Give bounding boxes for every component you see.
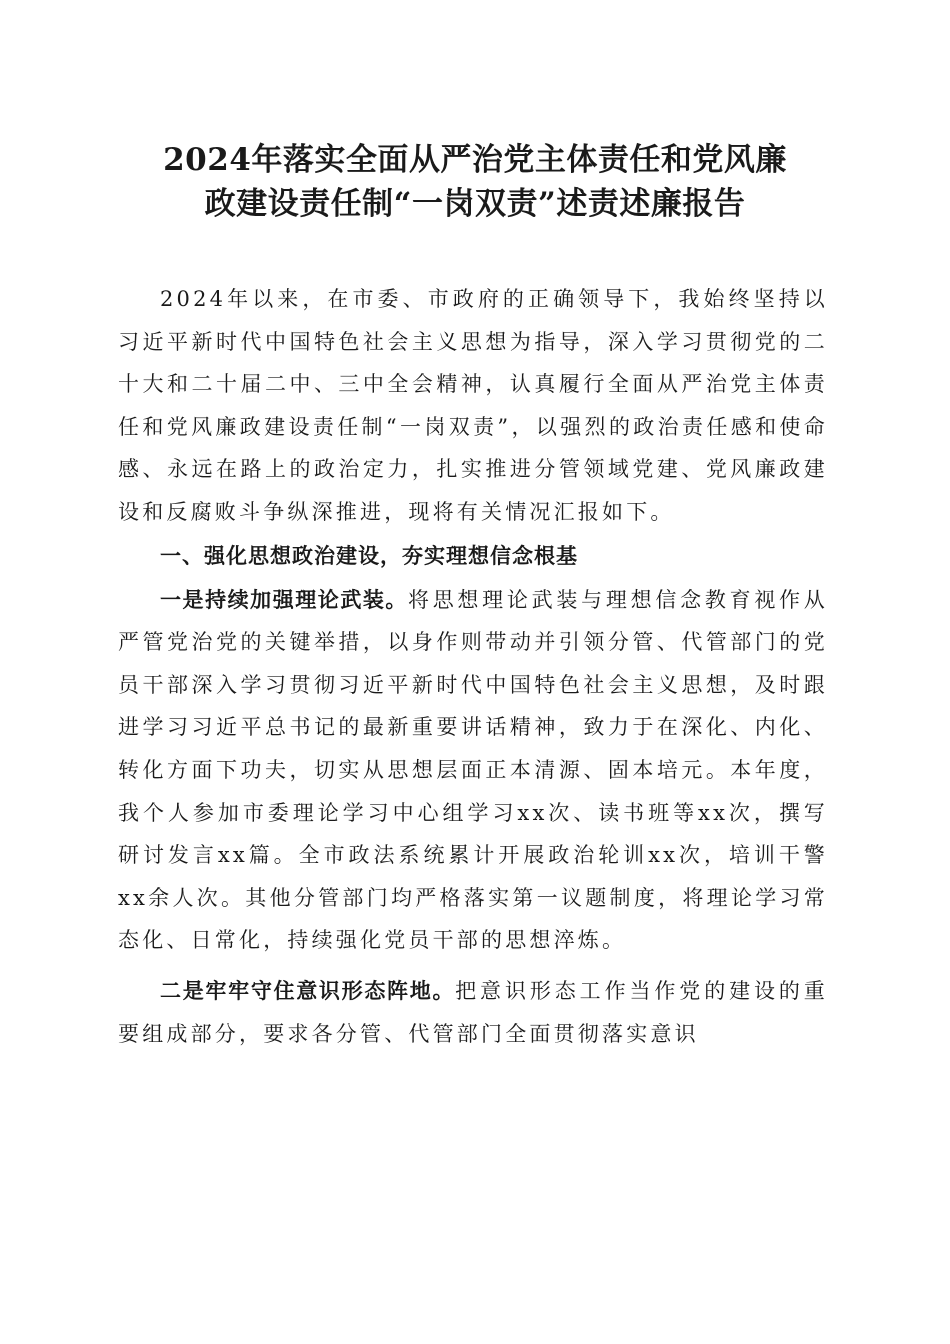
point-1-lead: 一是持续加强理论武装。 <box>160 587 408 612</box>
paragraph-gap <box>118 962 828 970</box>
point-2-paragraph <box>118 970 828 1055</box>
title-line-2: 政建设责任制“一岗双责”述责述廉报告 <box>204 186 746 222</box>
section-heading-1: 一、强化思想政治建设，夯实理想信念根基 <box>160 543 578 568</box>
point-2-lead: 二是牢牢守住意识形态阵地。 <box>160 978 456 1003</box>
point-2-text: 把意识形态工作当作党的建设的重要组成部分，要求各分管、代管部门全面贯彻落实意识 <box>118 978 829 1046</box>
intro-paragraph: 2024年以来，在市委、市政府的正确领导下，我始终坚持以习近平新时代中国特色社会主义思想为指导，深入学习贯彻党的二十大和二十届二中、三中全会精神，认真履行全面从严治党主体责任和党风廉政建设责任制“一岗双责”，以强烈的政治责任感和使命感、永远在路上的政治定力，扎实推进分管领域党建、党风廉政建设和反腐败斗争纵深推进，现将有关情况汇报如下。 <box>118 287 828 524</box>
title-line-1: 2024年落实全面从严治党主体责任和党风廉 <box>163 142 787 178</box>
point-1-text: 将思想理论武装与理想信念教育视作从严管党治党的关键举措，以身作则带动并引领分管、代管部门的党员干部深入学习贯彻习近平新时代中国特色社会主义思想，及时跟进学习习近平总书记的最新重要讲话精神，致力于在深化、内化、转化方面下功夫，切实从思想层面正本清源、固本培元。本年度，我个人参加市委理论学习中心组学习xx次、读书班等xx次，撰写研讨发言xx篇。全市政法系统累计开展政治轮训xx次，培训干警xx余人次。其他分管部门均严格落实第一议题制度，将理论学习常态化、日常化，持续强化党员干部的思想淬炼。 <box>118 587 828 953</box>
point-1-paragraph <box>118 579 828 962</box>
document-body <box>118 278 828 1055</box>
document-title <box>100 138 850 226</box>
